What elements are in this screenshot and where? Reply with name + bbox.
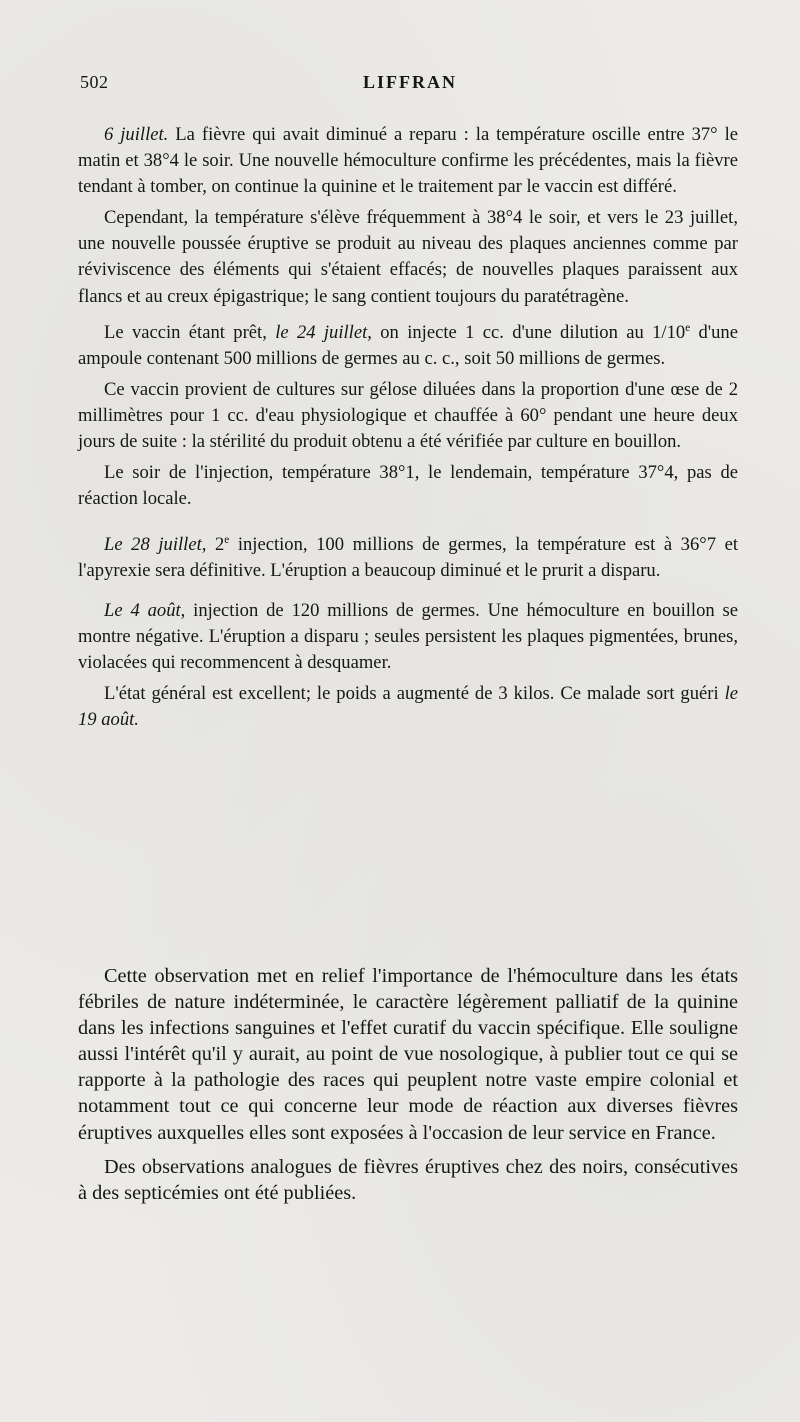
text-run: La fièvre qui avait diminué a reparu : la température oscille entre 37° le matin et 38°4 le soir. Une nouvelle hémoculture confirme les précédentes, mais la fièvre tendant à tomber, on continue la quinine et le traitement par le vaccin est différé. [78,124,738,198]
conclusion-paragraph [78,1154,738,1206]
text-run: injection, 100 millions de germes, la température est à 36°7 et l'apyrexie sera définitive. L'éruption a beaucoup diminué et le prurit a disparu. [78,533,739,581]
text-run: , 2 [201,533,225,555]
page-header [80,72,740,98]
case-paragraph [78,377,738,455]
page-number: 502 [80,72,109,92]
conclusion-text [78,963,738,1214]
case-paragraph [78,598,738,676]
text-run: Cette observation met en relief l'importance de l'hémoculture dans les états fébriles de nature indéterminée, le caractère légèrement palliatif de la quinine dans les infections sanguines et l'effet curatif du vaccin spécifique. Elle souligne aussi l'intérêt qu'il y aurait, au point de vue nosologique, à publier tout ce qui se rapporte à la pathologie des races qui peuplent notre vaste empire colonial et notamment tout ce qui concerne leur mode de réaction aux diverses fièvres éruptives auxquelles elles sont exposées à l'occasion de leur service en France. [78,965,738,1144]
text-run: Ce vaccin provient de cultures sur gélose diluées dans la proportion d'une œse de 2 millimètres pour 1 cc. d'eau physiologique et chauffée à 60° pendant une heure deux jours de suite : la stérilité du produit obtenu a été vérifiée par culture en bouillon. [78,379,738,453]
text-run: Des observations analogues de fièvres éruptives chez des noirs, consécutives à des septicémies ont été publiées. [78,1155,738,1204]
case-paragraph [78,205,738,309]
text-run: e [224,533,230,546]
text-run: Le soir de l'injection, température 38°1, le lendemain, température 37°4, pas de réaction locale. [78,462,738,510]
italic-date: le 24 juillet [275,321,368,343]
text-run: Le vaccin étant prêt, [104,321,276,343]
italic-date: le 19 août. [78,683,738,731]
text-run: L'état général est excellent; le poids a augmenté de 3 kilos. Ce malade sort guéri [104,683,725,705]
text-run: , on injecte 1 cc. d'une dilution au 1/10 [367,321,686,343]
case-paragraph [78,681,738,733]
case-paragraph [78,527,738,584]
text-run: e [685,321,691,334]
italic-date: Le 4 août [104,599,181,621]
case-report-text [78,122,738,738]
case-paragraph [78,460,738,512]
text-run: Cependant, la température s'élève fréquemment à 38°4 le soir, et vers le 23 juillet, une nouvelle poussée éruptive se produit au niveau des plaques anciennes comme par réviviscence des éléments qui s'étaient effacés; de nouvelles plaques paraissent aux flancs et au creux épigastrique; le sang contient toujours du paratétragène. [78,207,738,307]
italic-date: 6 juillet. [104,124,169,145]
running-head: LIFFRAN [363,72,457,92]
text-run: d'une ampoule contenant 500 millions de germes au c. c., soit 50 millions de germes. [78,321,738,369]
conclusion-paragraph [78,963,738,1146]
case-paragraph [78,315,738,372]
case-paragraph [78,122,738,200]
text-run: , injection de 120 millions de germes. Une hémoculture en bouillon se montre négative. L'éruption a disparu ; seules persistent les plaques pigmentées, brunes, violacées qui recommencent à desquamer. [78,599,739,674]
italic-date: Le 28 juillet [104,533,202,555]
